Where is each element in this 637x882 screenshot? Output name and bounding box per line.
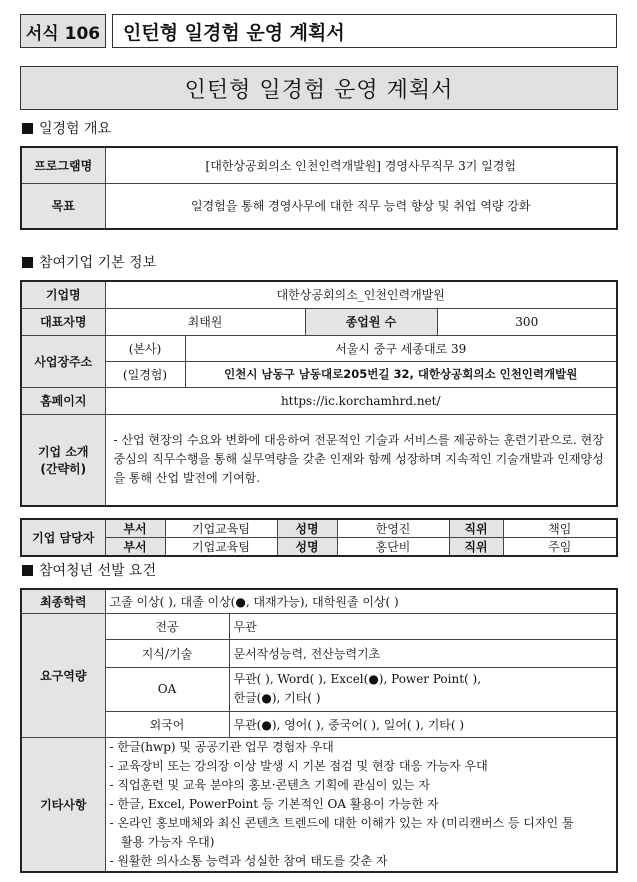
intro-label-cell [21, 414, 105, 506]
name-label: 성명 [277, 519, 337, 538]
education-label: 최종학력 [21, 589, 105, 613]
list-item: - 원활한 의사소통 능력과 성실한 참여 태도를 갖춘 자 [109, 853, 388, 868]
oa-line: 무관( ), Word( ), Excel(●), Power Point( ), [233, 672, 482, 686]
oa-line: 한글(●), 기타( ) [233, 691, 321, 705]
section-title: 참여기업 기본 정보 [39, 255, 157, 271]
list-item: - 한글(hwp) 및 공공기관 업무 경험자 우대 [109, 739, 334, 754]
form-number: 서식 106 [20, 14, 106, 48]
competency-label: 요구역량 [21, 613, 105, 737]
list-item: - 한글, Excel, PowerPoint 등 기본적인 OA 활용이 가능한 자 [109, 796, 439, 811]
list-item: - 교육장비 또는 강의장 이상 발생 시 기본 점검 및 현장 대응 가능자 우대 [109, 758, 488, 773]
major-value: 무관 [229, 613, 617, 639]
site-label: (일경험) [105, 361, 185, 387]
company-table [20, 280, 618, 507]
position-label: 직위 [449, 519, 503, 538]
contact-label: 기업 담당자 [21, 519, 105, 556]
intro-sublabel: (간략히) [40, 461, 87, 476]
list-item: - 직업훈련 및 교육 분야의 홍보·콘텐츠 기획에 관심이 있는 자 [109, 777, 430, 792]
list-item: 활용 가능자 우대) [109, 834, 215, 849]
skill-value: 문서작성능력, 전산능력기초 [229, 639, 617, 667]
square-bullet-icon [22, 123, 33, 134]
section-title: 참여청년 선발 요건 [39, 563, 157, 579]
position-value: 책임 [503, 519, 617, 538]
requirements-table [20, 588, 618, 873]
goal-value: 일경험을 통해 경영사무에 대한 직무 능력 향상 및 취업 역량 강화 [105, 183, 617, 229]
program-value: [대한상공회의소 인천인력개발원] 경영사무직무 3기 일경험 [105, 147, 617, 183]
intro-value: - 산업 현장의 수요와 변화에 대응하여 전문적인 기술과 서비스를 제공하는 훈련기관으로. 현장 중심의 직무수행을 통해 실무역량을 갖춘 인재와 함께 성장하며 지속적인 기술개발과 인재양성을 통해 산업 발전에 기여함. [105, 414, 617, 506]
language-label: 외국어 [105, 711, 229, 737]
education-value: 고졸 이상( ), 대졸 이상(●, 대재가능), 대학원졸 이상( ) [105, 589, 617, 613]
form-title: 인턴형 일경험 운영 계획서 [112, 14, 617, 48]
dept-label: 부서 [105, 519, 165, 538]
square-bullet-icon [22, 565, 33, 576]
site-address: 인천시 남동구 남동대로205번길 32, 대한상공회의소 인천인력개발원 [185, 361, 617, 387]
name-value: 홍단비 [337, 538, 449, 557]
staff-label: 종업원 수 [305, 308, 437, 335]
name-value: 한영진 [337, 519, 449, 538]
staff-value: 300 [437, 308, 617, 335]
language-value: 무관(●), 영어( ), 중국어( ), 일어( ), 기타( ) [229, 711, 617, 737]
etc-label: 기타사항 [21, 737, 105, 872]
oa-label: OA [105, 667, 229, 711]
list-item: - 온라인 홍보매체와 최신 콘텐츠 트렌드에 대한 이해가 있는 자 (미리캔버스 등 디자인 툴 [109, 815, 574, 830]
contact-table [20, 518, 618, 557]
section-heading-requirements [22, 560, 156, 580]
skill-label: 지식/기술 [105, 639, 229, 667]
overview-table [20, 146, 618, 230]
address-label: 사업장주소 [21, 335, 105, 387]
ceo-label: 대표자명 [21, 308, 105, 335]
dept-label: 부서 [105, 538, 165, 557]
homepage-label: 홈페이지 [21, 387, 105, 414]
program-label: 프로그램명 [21, 147, 105, 183]
hq-label: (본사) [105, 335, 185, 361]
ceo-value: 최태원 [105, 308, 305, 335]
dept-value: 기업교육팀 [165, 519, 277, 538]
goal-label: 목표 [21, 183, 105, 229]
document-title: 인턴형 일경험 운영 계획서 [20, 66, 618, 110]
oa-value [229, 667, 617, 711]
position-label: 직위 [449, 538, 503, 557]
homepage-link[interactable]: https://ic.korchamhrd.net/ [105, 387, 617, 414]
section-heading-overview [22, 118, 111, 138]
company-label: 기업명 [21, 281, 105, 308]
name-label: 성명 [277, 538, 337, 557]
etc-list [105, 737, 617, 872]
section-heading-company [22, 252, 156, 272]
square-bullet-icon [22, 257, 33, 268]
intro-label: 기업 소개 [37, 444, 89, 459]
hq-address: 서울시 중구 세종대로 39 [185, 335, 617, 361]
dept-value: 기업교육팀 [165, 538, 277, 557]
major-label: 전공 [105, 613, 229, 639]
position-value: 주임 [503, 538, 617, 557]
section-title: 일경험 개요 [39, 121, 112, 137]
company-value: 대한상공회의소_인천인력개발원 [105, 281, 617, 308]
